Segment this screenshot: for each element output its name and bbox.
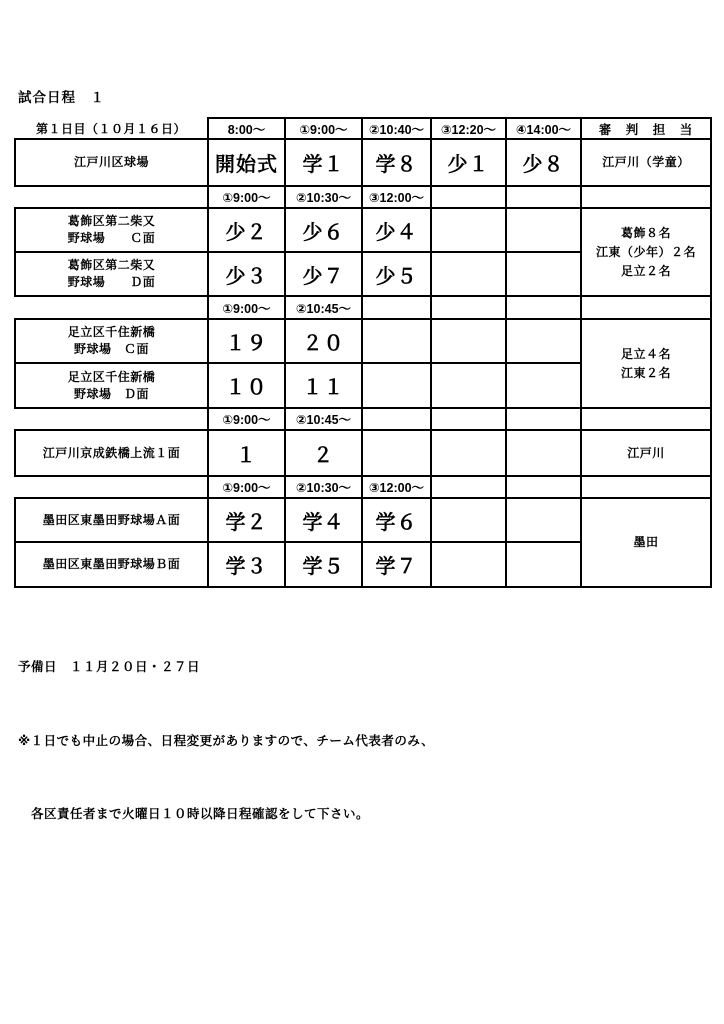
empty-gap-cell: [15, 408, 208, 430]
match-cell: 学３: [208, 542, 285, 587]
empty-cell: [431, 408, 506, 430]
venue-line: 葛飾区第二柴又: [67, 258, 156, 272]
time-subheader-cell: ②10:30～: [285, 476, 362, 498]
venue-cell: 墨田区東墨田野球場Ｂ面: [15, 542, 208, 587]
referee-line: 江東２名: [620, 365, 671, 380]
referee-header-cell: 審 判 担 当: [581, 118, 711, 139]
empty-cell: [506, 542, 581, 587]
match-cell: 少６: [285, 208, 362, 252]
empty-cell: [506, 208, 581, 252]
subheader-row: [15, 408, 711, 430]
time-subheader-cell: ①9:00～: [208, 186, 285, 208]
referee-cell: [581, 208, 711, 296]
footer-note-line: 各区責任者まで火曜日１０時以降日程確認をして下さい。: [18, 807, 370, 821]
match-cell: 少１: [431, 139, 506, 186]
venue-cell: [15, 319, 208, 363]
time-subheader-cell: ①9:00～: [208, 476, 285, 498]
empty-cell: [506, 430, 581, 476]
table-row: [15, 208, 711, 252]
venue-cell: 墨田区東墨田野球場Ａ面: [15, 498, 208, 542]
time-header-cell: ②10:40～: [362, 118, 431, 139]
empty-cell: [506, 408, 581, 430]
time-header-cell: ①9:00～: [285, 118, 362, 139]
empty-cell: [431, 542, 506, 587]
match-cell: １９: [208, 319, 285, 363]
match-cell: 少７: [285, 252, 362, 296]
empty-cell: [581, 296, 711, 319]
empty-cell: [506, 296, 581, 319]
match-cell: 少５: [362, 252, 431, 296]
time-subheader-cell: ①9:00～: [208, 296, 285, 319]
empty-gap-cell: [15, 476, 208, 498]
empty-cell: [581, 408, 711, 430]
empty-cell: [581, 476, 711, 498]
time-header-cell: 8:00～: [208, 118, 285, 139]
match-cell: 学７: [362, 542, 431, 587]
venue-line: 野球場 Ｃ面: [67, 231, 156, 245]
empty-cell: [506, 186, 581, 208]
time-subheader-cell: ③12:00～: [362, 476, 431, 498]
empty-cell: [362, 296, 431, 319]
referee-cell: 江戸川（学童）: [581, 139, 711, 186]
table-row: [15, 319, 711, 363]
empty-cell: [431, 208, 506, 252]
empty-cell: [431, 186, 506, 208]
time-subheader-cell: ②10:30～: [285, 186, 362, 208]
empty-cell: [506, 252, 581, 296]
referee-line: 足立４名: [620, 346, 671, 361]
time-header-cell: ④14:00～: [506, 118, 581, 139]
venue-line: 葛飾区第二柴又: [67, 214, 156, 228]
empty-gap-cell: [15, 186, 208, 208]
empty-cell: [362, 430, 431, 476]
match-cell: 少３: [208, 252, 285, 296]
empty-cell: [506, 319, 581, 363]
match-cell: 学２: [208, 498, 285, 542]
empty-cell: [581, 186, 711, 208]
venue-line: 足立区千住新橋: [67, 369, 156, 384]
match-cell: 学８: [362, 139, 431, 186]
time-subheader-cell: ②10:45～: [285, 408, 362, 430]
empty-cell: [431, 296, 506, 319]
match-cell: ２０: [285, 319, 362, 363]
empty-cell: [431, 363, 506, 408]
match-cell: １１: [285, 363, 362, 408]
empty-cell: [431, 476, 506, 498]
venue-cell: [15, 208, 208, 252]
empty-cell: [362, 408, 431, 430]
referee-cell: [581, 319, 711, 408]
time-subheader-cell: ①9:00～: [208, 408, 285, 430]
referee-cell: 江戸川: [581, 430, 711, 476]
venue-line: 野球場 Ｄ面: [73, 386, 149, 401]
empty-cell: [431, 498, 506, 542]
time-subheader-cell: ②10:45～: [285, 296, 362, 319]
table-header-row: [15, 118, 711, 139]
subheader-row: [15, 296, 711, 319]
venue-line: 野球場 Ｄ面: [67, 275, 156, 289]
empty-cell: [506, 498, 581, 542]
match-cell: １０: [208, 363, 285, 408]
page-title: 試合日程 １: [18, 90, 105, 105]
footer-notes: [18, 606, 434, 851]
venue-cell: [15, 363, 208, 408]
venue-cell: [15, 252, 208, 296]
empty-cell: [362, 363, 431, 408]
referee-cell: 墨田: [581, 498, 711, 587]
footer-note-line: ※１日でも中止の場合、日程変更がありますので、チーム代表者のみ、: [18, 733, 435, 748]
day-header-cell: 第１日目（１０月１６日）: [15, 118, 208, 139]
schedule-table: [14, 117, 712, 588]
empty-cell: [431, 430, 506, 476]
venue-cell: 江戸川京成鉄橋上流１面: [15, 430, 208, 476]
referee-line: 葛飾８名: [620, 225, 671, 240]
empty-gap-cell: [15, 296, 208, 319]
match-cell: 開始式: [208, 139, 285, 186]
match-cell: 学５: [285, 542, 362, 587]
table-row: [15, 139, 711, 186]
match-cell: 少８: [506, 139, 581, 186]
referee-line: 足立２名: [620, 263, 671, 278]
venue-cell: 江戸川区球場: [15, 139, 208, 186]
match-cell: 少４: [362, 208, 431, 252]
referee-line: 江東（少年）２名: [595, 244, 696, 259]
match-cell: 学６: [362, 498, 431, 542]
subheader-row: [15, 186, 711, 208]
empty-cell: [431, 319, 506, 363]
match-cell: ２: [285, 430, 362, 476]
table-row: [15, 498, 711, 542]
match-cell: １: [208, 430, 285, 476]
empty-cell: [431, 252, 506, 296]
empty-cell: [506, 363, 581, 408]
venue-line: 野球場 Ｃ面: [73, 342, 149, 356]
venue-line: 足立区千住新橋: [67, 325, 156, 339]
time-header-cell: ③12:20～: [431, 118, 506, 139]
table-row: [15, 430, 711, 476]
match-cell: 少２: [208, 208, 285, 252]
subheader-row: [15, 476, 711, 498]
empty-cell: [506, 476, 581, 498]
match-cell: 学４: [285, 498, 362, 542]
empty-cell: [362, 319, 431, 363]
footer-reserve-date-line: 予備日 １１月２０日・２７日: [18, 660, 201, 674]
match-cell: 学１: [285, 139, 362, 186]
time-subheader-cell: ③12:00～: [362, 186, 431, 208]
